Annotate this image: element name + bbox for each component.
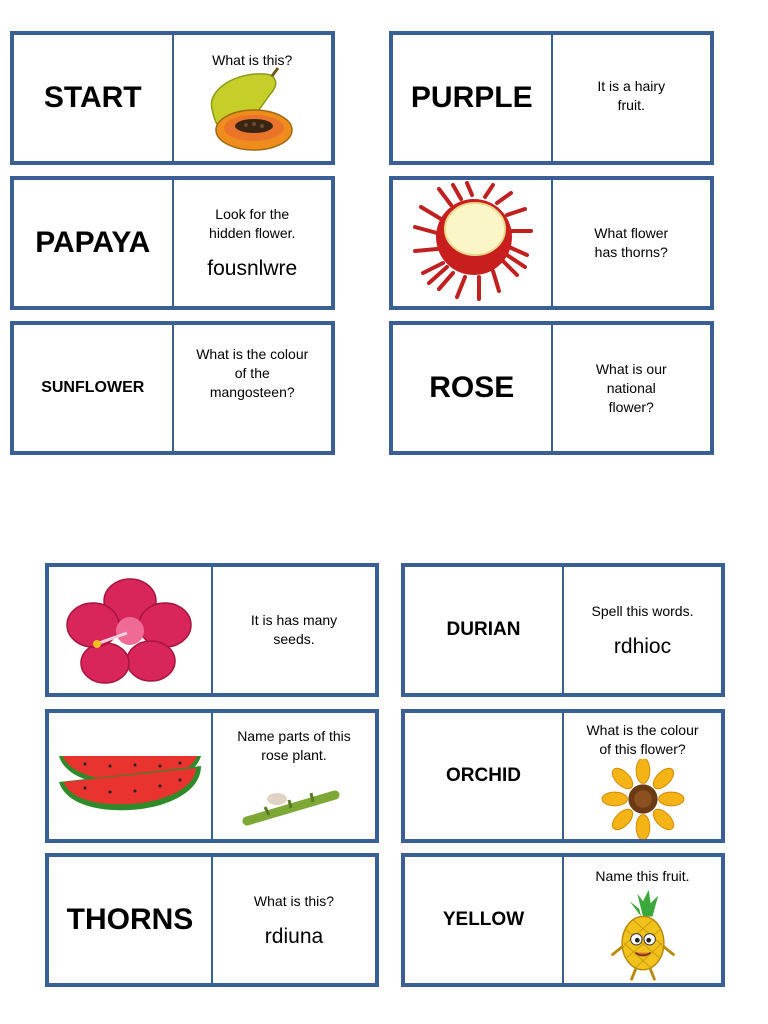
question-text: Name parts of this rose plant. — [237, 728, 351, 763]
question-text: Name this fruit. — [595, 868, 690, 884]
question-text: Spell this words. — [591, 602, 694, 619]
pineapple-icon — [603, 888, 683, 983]
card-answer — [405, 713, 562, 839]
question-text: What flower has thorns? — [594, 225, 669, 260]
card-question — [553, 180, 711, 306]
card-answer — [14, 180, 172, 306]
card-question — [174, 325, 332, 451]
watermelon-icon — [55, 736, 205, 816]
card-question — [564, 857, 721, 983]
card-answer — [393, 325, 551, 451]
domino-card[interactable] — [10, 31, 335, 165]
card-question — [553, 35, 711, 161]
hibiscus-icon — [65, 575, 195, 685]
card-question — [213, 713, 375, 839]
answer-text: YELLOW — [442, 909, 525, 930]
domino-card[interactable] — [45, 853, 379, 987]
answer-text: SUNFLOWER — [41, 379, 145, 396]
question-text: It is a hairy fruit. — [597, 78, 666, 113]
answer-text: PURPLE — [410, 81, 533, 114]
answer-text: ROSE — [429, 371, 515, 404]
card-question — [564, 713, 721, 839]
question-text: Look for the hidden flower. — [209, 206, 296, 241]
domino-card[interactable] — [10, 176, 335, 310]
scrambled-word: rdiuna — [264, 924, 324, 948]
card-question — [174, 180, 332, 306]
domino-card[interactable] — [389, 31, 714, 165]
domino-card[interactable] — [389, 321, 714, 455]
card-question — [553, 325, 711, 451]
scrambled-word: fousnlwre — [207, 257, 298, 280]
answer-text: DURIAN — [446, 619, 521, 640]
rose-stem-icon — [239, 773, 349, 833]
question-text: What is our national flower? — [595, 360, 667, 415]
answer-text: START — [43, 81, 142, 114]
rambutan-icon — [407, 181, 537, 305]
answer-text: THORNS — [66, 903, 194, 936]
card-answer — [14, 325, 172, 451]
question-text: What is this? — [253, 892, 335, 909]
question-text: What is the colour of this flower? — [586, 722, 699, 757]
domino-card[interactable] — [389, 176, 714, 310]
card-question — [213, 857, 375, 983]
card-image — [49, 713, 211, 839]
sunflower-icon — [598, 759, 688, 839]
domino-card[interactable] — [401, 563, 725, 697]
card-image — [49, 567, 211, 693]
domino-card[interactable] — [45, 563, 379, 697]
card-answer — [405, 857, 562, 983]
domino-card[interactable] — [401, 853, 725, 987]
card-image — [393, 180, 551, 306]
domino-card[interactable] — [45, 709, 379, 843]
papaya-icon — [202, 64, 302, 154]
card-question — [564, 567, 721, 693]
domino-card[interactable] — [401, 709, 725, 843]
question-text: What is this? — [212, 52, 293, 68]
card-answer — [49, 857, 211, 983]
card-question — [174, 35, 332, 161]
question-text: What is the colour of the mangosteen? — [196, 346, 309, 400]
answer-text: ORCHID — [446, 765, 521, 786]
scrambled-word: rdhioc — [613, 634, 672, 658]
card-answer — [393, 35, 551, 161]
card-question — [213, 567, 375, 693]
card-answer — [14, 35, 172, 161]
card-answer — [405, 567, 562, 693]
answer-text: PAPAYA — [35, 226, 151, 259]
domino-card[interactable] — [10, 321, 335, 455]
question-text: It is has many seeds. — [250, 612, 338, 647]
